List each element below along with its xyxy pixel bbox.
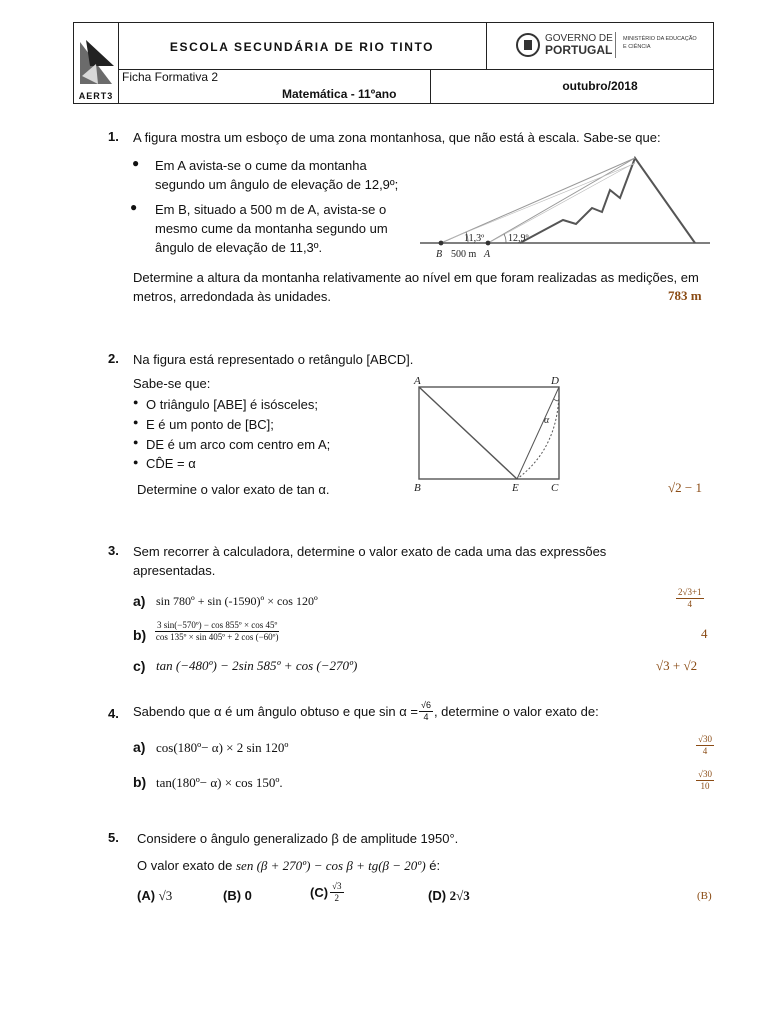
fig-vertex-b: B (414, 482, 421, 494)
option-b-value: 0 (244, 888, 252, 903)
sheet-title: Ficha Formativa 2 (122, 70, 219, 84)
q5-question-pre: O valor exato de (137, 858, 236, 873)
q3-a-answer-num: 2√3+1 (678, 587, 702, 597)
option-d-value: 2√3 (449, 888, 470, 903)
school-name: ESCOLA SECUNDÁRIA DE RIO TINTO (169, 40, 435, 54)
q2-item2: E é um ponto de [BC]; (146, 417, 274, 432)
school-logo (76, 36, 116, 100)
q4-a-answer (696, 735, 714, 756)
q4-a-label: a) (133, 739, 146, 755)
q3-b-numerator: 3 sin(−570º) − cos 855º × cos 45º (157, 620, 278, 630)
q1-question-line2: metros, arredondada às unidades. (133, 289, 332, 304)
q4-b-label: b) (133, 774, 147, 790)
q3-a-label: a) (133, 593, 146, 609)
bullet-icon: ● (130, 200, 138, 214)
q2-number: 2. (108, 351, 119, 366)
q1-answer: 783 m (668, 288, 702, 303)
q4-sin-den: 4 (423, 712, 429, 722)
q2-given: Sabe-se que: (133, 376, 211, 391)
q4-intro-pre: Sabendo que α é um ângulo obtuso e que sin α = (133, 704, 418, 719)
q3-a-answer-den: 4 (687, 599, 692, 609)
option-a-label: (A) (137, 888, 156, 903)
fig-alpha: α (544, 415, 550, 426)
option-b[interactable] (223, 888, 252, 903)
q4-number: 4. (108, 706, 119, 721)
q2-answer: √2 − 1 (668, 480, 702, 495)
date-label: outubro/2018 (562, 79, 638, 93)
q4-a-answer-den: 4 (702, 746, 708, 756)
q2-question: Determine o valor exato de tan α. (137, 482, 330, 497)
q5-question-post: é: (425, 858, 441, 873)
q4-sin-num: √6 (421, 700, 431, 710)
option-a-value: √3 (158, 888, 173, 903)
fig-vertex-a: A (414, 375, 421, 387)
q1-number: 1. (108, 129, 119, 144)
q2-item1: O triângulo [ABE] é isósceles; (146, 397, 318, 412)
q3-c-label: c) (133, 658, 146, 674)
q4-b-answer (696, 770, 714, 791)
q5-question (137, 856, 440, 875)
q5-answer: (B) (697, 890, 712, 902)
q3-a-answer (676, 588, 704, 609)
option-d[interactable] (428, 888, 470, 904)
header-divider (118, 22, 119, 104)
q3-intro-line1: Sem recorrer à calculadora, determine o valor exato de cada uma das expressões (133, 544, 607, 559)
q1-bullet2-line2: mesmo cume da montanha segundo um (155, 221, 388, 236)
q4-b-answer-num: √30 (698, 769, 712, 779)
government-logo (515, 28, 705, 64)
bullet-icon: ● (133, 397, 139, 407)
option-c-den: 2 (334, 893, 340, 903)
bullet-icon: ● (132, 156, 140, 170)
fig-angle-b: 11,3º (464, 233, 485, 244)
bullet-icon: ● (133, 437, 139, 447)
mountain-figure (420, 150, 715, 262)
q4-intro (133, 701, 599, 722)
q3-number: 3. (108, 543, 119, 558)
q4-intro-post: , determine o valor exato de: (433, 704, 599, 719)
q2-intro: Na figura está representado o retângulo [ABCD]. (133, 352, 414, 367)
q4-b-answer-den: 10 (700, 781, 710, 791)
header-divider (430, 69, 431, 104)
q4-a-answer-num: √30 (698, 734, 712, 744)
q3-intro-line2: apresentadas. (133, 563, 216, 578)
q1-question-line1: Determine a altura da montanha relativamente ao nível em que foram realizadas as medições, em (133, 270, 699, 285)
q5-question-expr: sen (β + 270º) − cos β + tg(β − 20º) (236, 858, 426, 873)
subject-title: Matemática - 11ºano (282, 87, 397, 101)
fig-vertex-e: E (512, 482, 519, 494)
q3-a-expression: sin 780º + sin (-1590)º × cos 120º (156, 594, 318, 608)
option-a[interactable] (137, 888, 172, 904)
fig-label-b: B (436, 249, 443, 260)
q5-number: 5. (108, 830, 119, 845)
ministry-line1: MINISTÉRIO DA EDUCAÇÃO (623, 36, 697, 42)
q3-b-expression (155, 621, 279, 642)
option-c-num: √3 (332, 881, 342, 891)
q2-item4: CD̂E = α (146, 456, 196, 471)
q5-intro: Considere o ângulo generalizado β de amplitude 1950°. (137, 831, 459, 846)
q3-b-label: b) (133, 627, 147, 643)
rectangle-figure (408, 372, 568, 496)
ministry-line2: E CIÊNCIA (623, 44, 651, 50)
q3-c-answer: √3 + √2 (656, 658, 698, 673)
logo-text: AERT3 (78, 91, 114, 101)
option-d-label: (D) (428, 888, 447, 903)
q1-bullet2-line1: Em B, situado a 500 m de A, avista-se o (155, 202, 387, 217)
q3-b-denominator: cos 135º × sin 405º + 2 cos (−60º) (155, 632, 279, 642)
bullet-icon: ● (133, 457, 139, 467)
gov-line1: GOVERNO DE (545, 33, 613, 44)
fig-vertex-c: C (551, 482, 559, 494)
q1-intro: A figura mostra um esboço de uma zona montanhosa, que não está à escala. Sabe-se que: (133, 130, 661, 145)
coat-of-arms-icon (515, 32, 541, 58)
q1-bullet1-line1: Em A avista-se o cume da montanha (155, 158, 367, 173)
fig-label-a: A (484, 249, 491, 260)
q2-item3: DE é um arco com centro em A; (146, 437, 331, 452)
option-b-label: (B) (223, 888, 242, 903)
q1-bullet1-line2: segundo um ângulo de elevação de 12,9º; (155, 177, 399, 192)
logo-mark-icon (76, 36, 116, 88)
q3-b-answer: 4 (701, 626, 708, 641)
fig-distance: 500 m (451, 249, 477, 260)
option-c-label: (C) (310, 885, 329, 900)
option-c[interactable] (310, 882, 344, 903)
bullet-icon: ● (133, 417, 139, 427)
q4-b-expression: tan(180º− α) × cos 150º. (156, 775, 283, 790)
logo-divider (615, 32, 616, 58)
q4-a-expression: cos(180º− α) × 2 sin 120º (156, 740, 289, 755)
fig-angle-a: 12,9º (508, 233, 529, 244)
header-divider (486, 22, 487, 70)
q3-c-expression: tan (−480º) − 2sin 585º + cos (−270º) (156, 658, 358, 673)
fig-vertex-d: D (551, 375, 559, 387)
gov-line2: PORTUGAL (545, 43, 613, 57)
q1-bullet2-line3: ângulo de elevação de 11,3º. (155, 240, 323, 255)
